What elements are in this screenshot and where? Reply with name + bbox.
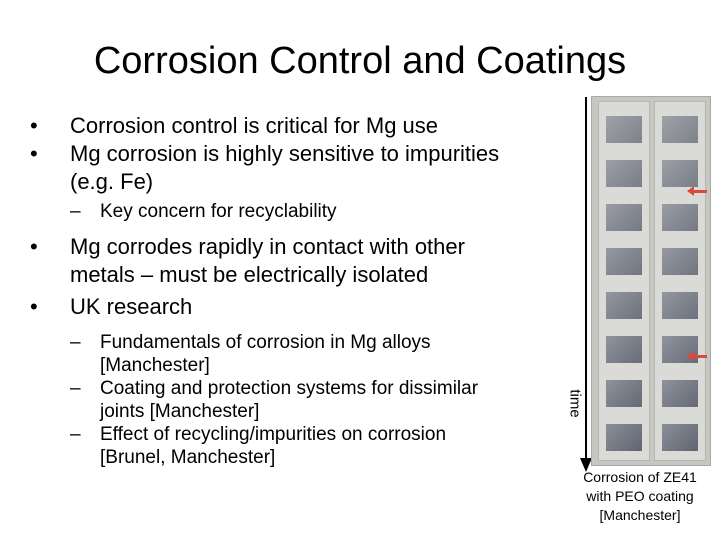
sample-panel	[606, 292, 642, 319]
sub-bullet-item	[30, 331, 570, 377]
marker-arrow-icon	[693, 355, 707, 358]
sub-bullet-text: Key concern for recyclability	[100, 201, 337, 222]
sample-panel	[606, 424, 642, 451]
sub-bullet-text: Effect of recycling/impurities on corrosion	[100, 424, 447, 445]
time-label: time	[566, 389, 584, 418]
sample-panel	[606, 336, 642, 363]
bullet-item	[30, 112, 570, 140]
marker-arrow-icon	[693, 190, 707, 193]
sample-panel	[662, 116, 698, 143]
slide-title: Corrosion Control and Coatings	[93, 40, 627, 82]
sub-bullet-dash: –	[70, 378, 81, 399]
bullet-item	[30, 140, 570, 196]
caption-line: [Manchester]	[599, 507, 681, 523]
sub-bullet-dash: –	[70, 201, 81, 222]
sub-bullet-text: joints [Manchester]	[100, 401, 260, 422]
sub-bullet-text: [Brunel, Manchester]	[100, 447, 276, 468]
bullet-dot: •	[30, 294, 38, 319]
sample-panel	[606, 160, 642, 187]
sample-panel	[606, 204, 642, 231]
bullet-text: Mg corrosion is highly sensitive to impurities	[70, 141, 500, 166]
time-axis-line	[585, 97, 587, 465]
bullet-item	[30, 233, 570, 289]
sub-bullet-dash: –	[70, 332, 81, 353]
bullet-dot: •	[30, 113, 38, 138]
sub-bullet-item	[30, 423, 570, 469]
bullet-list	[30, 112, 570, 469]
sample-panel	[606, 116, 642, 143]
sub-bullet-text: [Manchester]	[100, 355, 210, 376]
sub-bullet-item	[30, 377, 570, 423]
bullet-text: (e.g. Fe)	[70, 169, 154, 194]
sub-bullet-item	[30, 200, 570, 223]
sample-panel	[662, 292, 698, 319]
caption-line: with PEO coating	[586, 488, 694, 504]
bullet-text: metals – must be electrically isolated	[70, 262, 429, 287]
sample-panel	[662, 248, 698, 275]
sub-bullet-dash: –	[70, 424, 81, 445]
caption-line: Corrosion of ZE41	[583, 469, 697, 485]
sample-panel	[606, 380, 642, 407]
sample-panel	[662, 424, 698, 451]
bullet-dot: •	[30, 234, 38, 259]
bullet-item	[30, 293, 570, 321]
sample-panel	[662, 380, 698, 407]
bullet-dot: •	[30, 141, 38, 166]
sample-panel	[662, 204, 698, 231]
sample-panel	[606, 248, 642, 275]
sub-bullet-text: Coating and protection systems for dissimilar	[100, 378, 479, 399]
sample-strip-left	[598, 101, 650, 461]
bullet-text: UK research	[70, 294, 193, 319]
bullet-text: Mg corrodes rapidly in contact with other	[70, 234, 465, 259]
sample-panel	[662, 160, 698, 187]
corrosion-photo	[591, 96, 711, 466]
figure-caption	[565, 468, 715, 525]
sample-strip-right	[654, 101, 706, 461]
sub-bullet-text: Fundamentals of corrosion in Mg alloys	[100, 332, 431, 353]
bullet-text: Corrosion control is critical for Mg use	[70, 113, 439, 138]
